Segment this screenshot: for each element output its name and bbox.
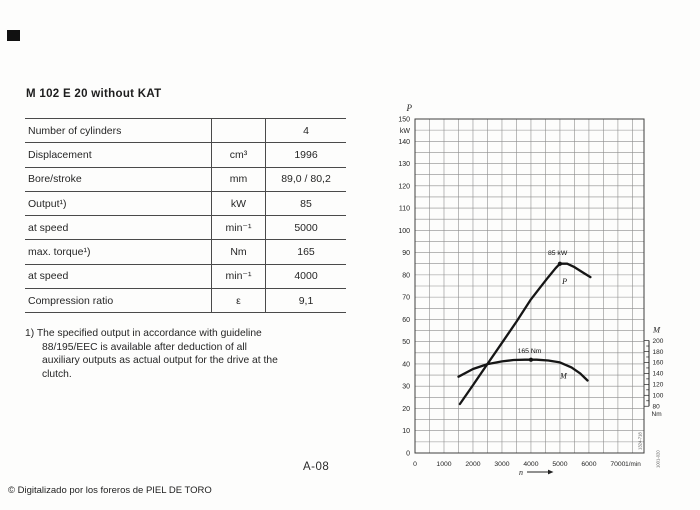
right-tick-label: 180 — [652, 348, 664, 356]
row-unit — [211, 119, 266, 142]
table-row — [25, 192, 346, 216]
curve-M-annotation: 165 Nm — [517, 348, 542, 356]
left-tick-label: 80 — [402, 272, 410, 280]
x-tick-label: 0 — [413, 461, 417, 468]
right-tick-label: 200 — [652, 337, 664, 345]
x-axis-arrowhead — [548, 470, 554, 475]
figure-number-outer: 1001-020 — [655, 450, 661, 468]
left-tick-label: 50 — [402, 339, 410, 347]
x-tick-label: 3000 — [494, 461, 510, 468]
right-tick-label: 160 — [652, 359, 664, 367]
left-tick-label: 120 — [398, 183, 410, 191]
curve-M-label: M — [560, 371, 567, 381]
row-unit: mm — [211, 168, 266, 191]
left-tick-label: 140 — [398, 138, 410, 146]
footnote-line: auxiliary outputs as actual output for the drive at the — [42, 355, 278, 367]
engine-title: M 102 E 20 without KAT — [26, 88, 162, 100]
curve-P — [460, 264, 591, 404]
left-tick-label: 100 — [398, 227, 410, 235]
left-tick-label: 110 — [398, 205, 410, 213]
left-tick-label: 20 — [402, 405, 410, 413]
performance-chart-svg — [390, 95, 692, 493]
row-unit: min⁻¹ — [211, 216, 266, 239]
right-axis-unit: Nm — [651, 411, 662, 419]
right-axis-title: M — [653, 324, 661, 335]
right-tick-label: 140 — [652, 370, 664, 378]
left-tick-label: 130 — [398, 161, 410, 169]
footnote-line: 1) The specified output in accordance with guideline — [25, 328, 262, 339]
copyright-line: © Digitalizado por los foreros de PIEL DE TORO — [8, 485, 212, 496]
table-row — [25, 265, 346, 289]
x-tick-label: 2000 — [465, 461, 481, 468]
table-row — [25, 143, 346, 167]
left-tick-label: 60 — [402, 316, 410, 324]
x-tick-label: 5000 — [552, 461, 568, 468]
row-value: 4 — [303, 124, 309, 137]
x-axis-unit: 1/min — [625, 461, 641, 468]
row-label: Compression ratio — [28, 294, 114, 307]
spec-table — [25, 118, 346, 313]
right-tick-label: 100 — [652, 392, 664, 400]
row-label: Number of cylinders — [28, 124, 122, 137]
x-axis-title: n — [519, 468, 523, 477]
row-unit: min⁻¹ — [211, 265, 266, 288]
row-label: Output¹) — [28, 197, 67, 210]
row-unit: Nm — [211, 240, 266, 263]
row-value: 1996 — [294, 148, 318, 161]
row-unit: kW — [211, 192, 266, 215]
right-tick-label: 80 — [652, 403, 660, 411]
right-tick-label: 120 — [652, 381, 664, 389]
page-number: A-08 — [303, 461, 330, 473]
table-row — [25, 168, 346, 192]
figure-number-inner: 1324-718 — [637, 432, 643, 450]
curve-P-annotation: 85 kW — [547, 249, 568, 257]
left-axis-title: P — [406, 103, 412, 113]
row-unit: ε — [211, 289, 266, 312]
row-label: at speed — [28, 270, 69, 283]
row-value: 165 — [297, 246, 315, 259]
row-value: 4000 — [294, 270, 318, 283]
footnote-line: 88/195/EEC is available after deduction of all — [42, 341, 247, 353]
footnote — [25, 327, 357, 382]
left-tick-label: 90 — [402, 250, 410, 258]
table-row — [25, 289, 346, 313]
x-tick-label: 7000 — [610, 461, 626, 468]
row-value: 85 — [300, 197, 312, 210]
x-tick-label: 4000 — [523, 461, 539, 468]
performance-chart — [390, 95, 692, 493]
footnote-line: clutch. — [42, 369, 72, 381]
index-tab-mark — [7, 30, 20, 41]
table-row — [25, 216, 346, 240]
left-tick-label: 150 — [398, 116, 410, 124]
left-axis-unit: kW — [399, 128, 410, 135]
table-row — [25, 119, 346, 143]
left-tick-label: 30 — [402, 383, 410, 391]
curve-P-marker — [558, 262, 562, 266]
left-tick-label: 10 — [402, 428, 410, 436]
row-label: Displacement — [28, 148, 92, 161]
left-tick-label: 0 — [406, 450, 410, 458]
row-label: Bore/stroke — [28, 173, 82, 186]
x-tick-label: 6000 — [581, 461, 597, 468]
row-label: at speed — [28, 221, 69, 234]
table-row — [25, 240, 346, 264]
row-unit: cm³ — [211, 143, 266, 166]
row-value: 89,0 / 80,2 — [281, 173, 331, 186]
curve-M-marker — [529, 358, 533, 362]
curve-P-label: P — [562, 276, 568, 286]
left-tick-label: 70 — [402, 294, 410, 302]
row-label: max. torque¹) — [28, 246, 91, 259]
row-value: 9,1 — [298, 294, 314, 307]
row-value: 5000 — [294, 221, 318, 234]
x-tick-label: 1000 — [436, 461, 452, 468]
left-tick-label: 40 — [402, 361, 410, 369]
